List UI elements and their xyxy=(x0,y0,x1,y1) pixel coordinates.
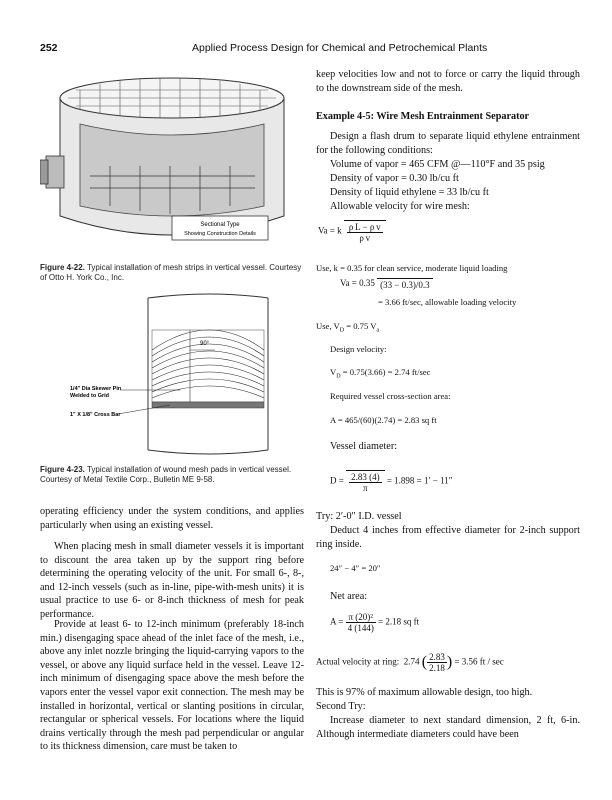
use-k: Use, k = 0.35 for clean service, moderate liquid loading xyxy=(316,263,508,273)
actual-num: 2.83 xyxy=(429,652,445,662)
deduct-text: Deduct 4 inches from effective diameter for 2-inch support ring inside. xyxy=(316,525,580,550)
conclusion: This is 97% of maximum allowable design, too high. xyxy=(316,687,533,698)
figure-4-23-caption-label: Figure 4-23. xyxy=(40,465,85,474)
a-den: 4 (144) xyxy=(347,623,374,633)
left-para-1: operating efficiency under the system conditions, and applies particularly when using an existing vessel. xyxy=(40,506,304,531)
increase-text: Increase diameter to next standard dimension, 2 ft, 6-in. Although intermediate diameters could have been xyxy=(316,715,580,740)
left-para-3: Provide at least 6- to 12-inch minimum (preferably 18-inch min.) disengaging space ahead of the inlet face of the mesh, i.e., above any inlet nozzle bringing the liquid-carrying vapors to the vessel, or above any liquid surface held in the vessel. Leave 12-inch minimum of disengaging space above the mesh before the vapors enter the vessel vapor exit connection. The mesh may be installed in horizontal, vertical or slanting positions in circular, rectangular or spherical vessels. For locations where the liquid drains vertically through the mesh pad perpendicular or angular to its thickness dimension, care must be taken to xyxy=(40,619,304,753)
actual-den: 2.18 xyxy=(429,663,445,673)
try-1: Try: 2′-0″ I.D. vessel xyxy=(316,511,402,522)
diameter-formula xyxy=(330,470,452,493)
running-title: Applied Process Design for Chemical and Petrochemical Plants xyxy=(192,42,488,54)
condition-3: Density of liquid ethylene = 33 lb/cu ft xyxy=(330,187,489,198)
use-vd-label: Use, V xyxy=(316,321,340,331)
vessel-diameter-label: Vessel diameter: xyxy=(330,441,398,452)
use-vd: Use, $V_D = 0.75$ $V_a$ xyxy=(316,321,380,334)
va-formula xyxy=(318,220,386,243)
figure-4-22-caption-label: Figure 4-22. xyxy=(40,263,85,272)
va-num: ρ L − ρ v xyxy=(348,222,381,232)
net-area-formula xyxy=(330,612,419,633)
actual-velocity-lhs: 2.74 xyxy=(403,656,420,667)
a-num: π (20)² xyxy=(346,612,376,623)
fig23-pin-label-2: Welded to Grid xyxy=(70,393,110,399)
d-num: 2.83 (4) xyxy=(351,472,380,482)
sqrt-sign xyxy=(344,220,386,243)
figure-4-22-illustration xyxy=(40,66,304,256)
actual-velocity: Actual velocity at ring: 2.74 ( $\frac{2.83}{2.18}$ ) = 3.56 ft / sec xyxy=(316,652,504,673)
design-velocity-label: Design velocity: xyxy=(330,344,387,354)
va-result: = 3.66 ft/sec, allowable loading velocity xyxy=(378,297,517,307)
condition-4: Allowable velocity for wire mesh: xyxy=(330,201,470,212)
d-lhs: D = xyxy=(330,475,344,486)
a-result: = 2.18 sq ft xyxy=(378,616,420,627)
va-formula-lhs: Va = k xyxy=(318,225,342,236)
net-area-label: Net area: xyxy=(330,591,368,602)
figure-4-23-illustration xyxy=(40,290,304,458)
figure-4-23-caption xyxy=(40,465,306,485)
fig23-angle-label: 90° xyxy=(200,341,210,347)
example-title: Example 4-5: Wire Mesh Entrainment Separator xyxy=(316,111,530,122)
fig22-inset-label-2: Showing Construction Details xyxy=(184,231,256,237)
condition-2: Density of vapor = 0.30 lb/cu ft xyxy=(330,173,459,184)
left-para-2: When placing mesh in small diameter vessels it is important to discount the area taken up by the support ring before determining the operating velocity of the unit. For small 6-, 8-, and 12-inch vessels (such as in-line, pipe-with-mesh units) it is usual practice to use 6- or 8-inch thickness of mesh for peak performance. xyxy=(40,541,304,620)
actual-result: = 3.56 ft / sec xyxy=(454,656,504,667)
area-calc: A = 465/(60)(2.74) = 2.83 sq ft xyxy=(330,415,437,425)
page-header xyxy=(40,42,580,56)
d-sqrt xyxy=(346,470,385,493)
required-area-label: Required vessel cross-section area: xyxy=(330,391,451,401)
page-number: 252 xyxy=(40,42,58,54)
figure-4-22-caption-text: Typical installation of mesh strips in vertical vessel. Courtesy of Otto H. York Co., Inc. xyxy=(40,263,302,282)
va-den: ρ v xyxy=(359,233,371,243)
design-intro: Design a flash drum to separate liquid ethylene entrainment for the following conditions: xyxy=(316,131,580,156)
figure-4-22-caption xyxy=(40,263,306,283)
fig22-inset-label-1: Sectional Type xyxy=(200,222,240,228)
use-vd-rest: = 0.75 V xyxy=(344,321,377,331)
vd-calc: $V_D = 0.75(3.66) = 2.74$ ft/sec xyxy=(330,367,431,380)
condition-1: Volume of vapor = 465 CFM @—110°F and 35 psig xyxy=(330,159,545,170)
a-lhs: A = xyxy=(330,616,344,627)
va-calc-lhs: Va = 0.35 xyxy=(340,278,375,289)
figure-4-23-caption-text: Typical installation of wound mesh pads in vertical vessel. Courtesy of Metal Textile Corp., Bulletin ME 9-58. xyxy=(40,465,292,484)
figure-4-22 xyxy=(40,66,304,256)
d-den: π xyxy=(363,483,368,493)
calc-24: 24″ − 4″ = 20″ xyxy=(330,563,381,573)
second-try: Second Try: xyxy=(316,701,366,712)
right-intro: keep velocities low and not to force or carry the liquid through to the downstream side of the mesh. xyxy=(316,69,580,94)
vd-calc-value: = 0.75(3.66) = 2.74 ft/sec xyxy=(342,367,431,377)
figure-4-23 xyxy=(40,290,304,458)
fig23-pin-label-1: 1/4" Dia Skewer Pin xyxy=(70,386,122,392)
actual-velocity-label: Actual velocity at ring: xyxy=(316,656,400,667)
va-calc-root: (33 − 0.3)/0.3 xyxy=(377,278,433,290)
va-calc xyxy=(340,278,433,290)
d-result: = 1.898 = 1′ − 11″ xyxy=(386,475,453,486)
fig23-bar-label: 1" X 1/8" Cross Bar xyxy=(70,412,121,418)
